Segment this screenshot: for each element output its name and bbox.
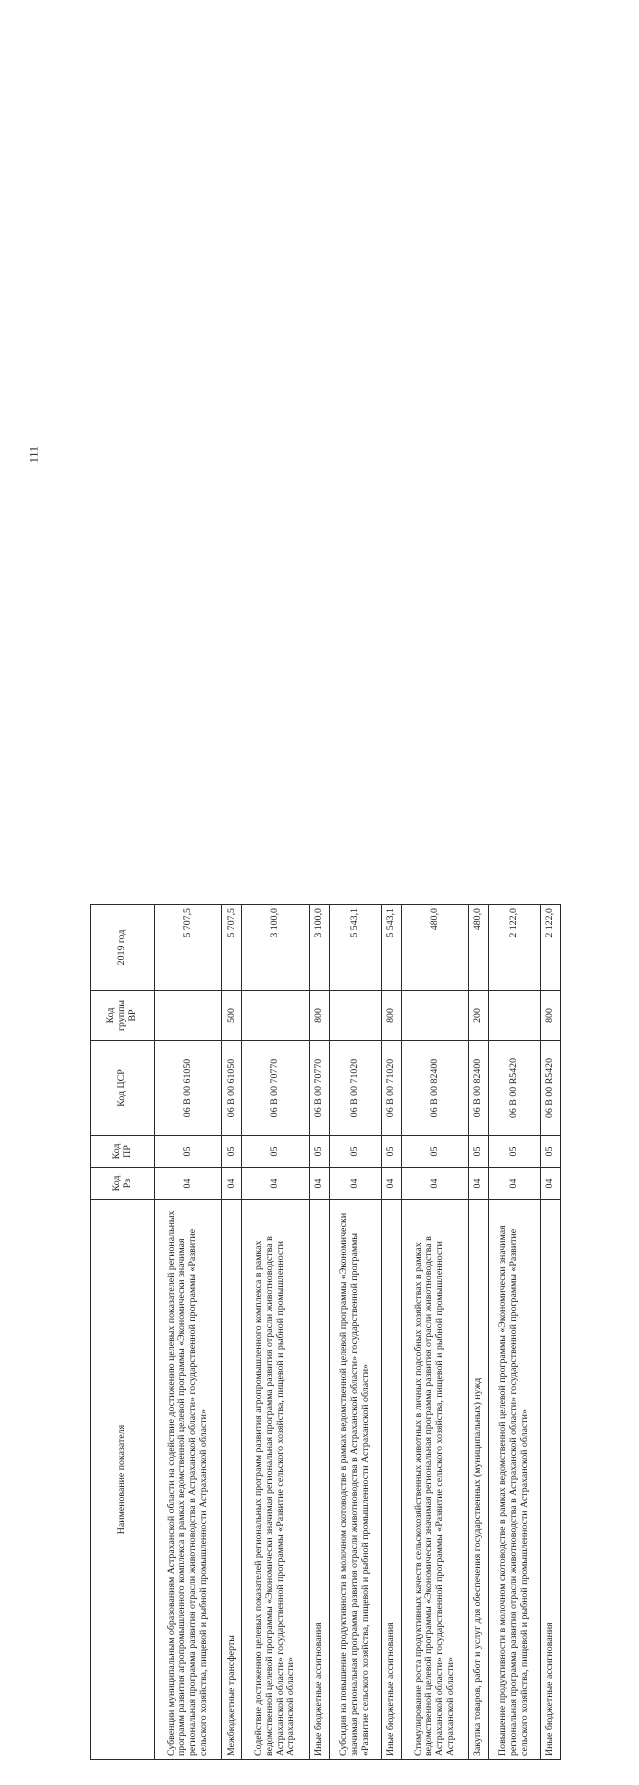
budget-table xyxy=(90,904,561,1760)
header-pr: Код ПР xyxy=(91,1136,155,1168)
row-csr: 06 В 00 70770 xyxy=(242,1041,309,1136)
row-pr: 05 xyxy=(540,1136,560,1168)
row-amount: 480,0 xyxy=(469,905,489,991)
row-amount: 2 122,0 xyxy=(540,905,560,991)
row-amount: 3 100,0 xyxy=(309,905,329,991)
row-pr: 05 xyxy=(381,1136,401,1168)
row-rz: 04 xyxy=(469,1168,489,1200)
row-amount: 3 100,0 xyxy=(242,905,309,991)
row-rz: 04 xyxy=(242,1168,309,1200)
row-rz: 04 xyxy=(381,1168,401,1200)
table-header-row xyxy=(91,905,155,1760)
row-csr: 06 В 00 61050 xyxy=(222,1041,242,1136)
rotated-table-frame xyxy=(90,880,561,1785)
row-rz: 04 xyxy=(401,1168,468,1200)
table-row xyxy=(469,905,489,1760)
row-name: Субсидия на повышение продуктивности в молочном скотоводстве в рамках ведомственной целевой программы «Экономически значимая региональная программа развития отрасли животноводства в Астраханской области» государственной программы «Развитие сельского хозяйства, пищевой и рыбной промышленности Астраханской области» xyxy=(329,1200,381,1760)
row-csr: 06 В 00 R5420 xyxy=(540,1041,560,1136)
table-row xyxy=(242,905,309,1760)
table-row xyxy=(155,905,222,1760)
row-rz: 04 xyxy=(329,1168,381,1200)
row-vr: 500 xyxy=(222,991,242,1041)
row-csr: 06 В 00 70770 xyxy=(309,1041,329,1136)
row-vr xyxy=(242,991,309,1041)
row-rz: 04 xyxy=(309,1168,329,1200)
row-amount: 5 707,5 xyxy=(222,905,242,991)
row-csr: 06 В 00 R5420 xyxy=(489,1041,541,1136)
row-pr: 05 xyxy=(401,1136,468,1168)
row-rz: 04 xyxy=(155,1168,222,1200)
header-vr: Код группы ВР xyxy=(91,991,155,1041)
table-row xyxy=(401,905,468,1760)
row-rz: 04 xyxy=(540,1168,560,1200)
row-pr: 05 xyxy=(155,1136,222,1168)
table-row xyxy=(540,905,560,1760)
table-row xyxy=(222,905,242,1760)
header-rz: Код Рз xyxy=(91,1168,155,1200)
table-row xyxy=(489,905,541,1760)
row-amount: 5 543,1 xyxy=(329,905,381,991)
row-vr: 800 xyxy=(381,991,401,1041)
row-amount: 2 122,0 xyxy=(489,905,541,991)
row-vr: 200 xyxy=(469,991,489,1041)
row-pr: 05 xyxy=(489,1136,541,1168)
row-name: Иные бюджетные ассигнования xyxy=(381,1200,401,1760)
row-name: Содействие достижению целевых показателей региональных программ развития агропромышленного комплекса в рамках ведомственной целевой программы «Экономически значимая региональная программа развития отрасли животноводства в Астраханской области» государственной программы «Развитие сельского хозяйства, пищевой и рыбной промышленности Астраханской области» xyxy=(242,1200,309,1760)
table-row xyxy=(309,905,329,1760)
row-vr xyxy=(489,991,541,1041)
header-name: Наименование показателя xyxy=(91,1200,155,1760)
row-amount: 5 707,5 xyxy=(155,905,222,991)
row-name: Стимулирование роста продуктивных качеств сельскохозяйственных животных в личных подсобных хозяйствах в рамках ведомственной целевой программы «Экономически значимая региональная программа развития отрасли животноводства в Астраханской области» государственной программы «Развитие сельского хозяйства, пищевой и рыбной промышленности Астраханской области» xyxy=(401,1200,468,1760)
table-row xyxy=(329,905,381,1760)
row-rz: 04 xyxy=(489,1168,541,1200)
row-vr: 800 xyxy=(540,991,560,1041)
row-csr: 06 В 00 71020 xyxy=(329,1041,381,1136)
row-amount: 480,0 xyxy=(401,905,468,991)
row-amount: 5 543,1 xyxy=(381,905,401,991)
row-pr: 05 xyxy=(469,1136,489,1168)
row-pr: 05 xyxy=(309,1136,329,1168)
row-vr xyxy=(155,991,222,1041)
row-csr: 06 В 00 82400 xyxy=(401,1041,468,1136)
row-pr: 05 xyxy=(242,1136,309,1168)
row-csr: 06 В 00 61050 xyxy=(155,1041,222,1136)
row-name: Иные бюджетные ассигнования xyxy=(309,1200,329,1760)
row-csr: 06 В 00 71020 xyxy=(381,1041,401,1136)
header-csr: Код ЦСР xyxy=(91,1041,155,1136)
row-csr: 06 В 00 82400 xyxy=(469,1041,489,1136)
row-name: Межбюджетные трансферты xyxy=(222,1200,242,1760)
row-pr: 05 xyxy=(222,1136,242,1168)
row-vr: 800 xyxy=(309,991,329,1041)
row-name: Субвенции муниципальным образованиям Астраханской области на содействие достижению целевых показателей региональных программ развития агропромышленного комплекса в рамках ведомственной целевой программы «Экономически значимая региональная программа развития отрасли животноводства в Астраханской области» государственной программы «Развитие сельского хозяйства, пищевой и рыбной промышленности Астраханской области» xyxy=(155,1200,222,1760)
table-row xyxy=(381,905,401,1760)
row-rz: 04 xyxy=(222,1168,242,1200)
row-vr xyxy=(401,991,468,1041)
row-name: Закупка товаров, работ и услуг для обеспечения государственных (муниципальных) нужд xyxy=(469,1200,489,1760)
row-pr: 05 xyxy=(329,1136,381,1168)
row-vr xyxy=(329,991,381,1041)
row-name: Иные бюджетные ассигнования xyxy=(540,1200,560,1760)
header-year: 2019 год xyxy=(91,905,155,991)
page-number: 111 xyxy=(26,445,41,464)
row-name: Повышение продуктивности в молочном скотоводстве в рамках ведомственной целевой программы «Экономически значимая региональная программа развития отрасли животноводства в Астраханской области» государственной программы «Развитие сельского хозяйства, пищевой и рыбной промышленности Астраханской области» xyxy=(489,1200,541,1760)
